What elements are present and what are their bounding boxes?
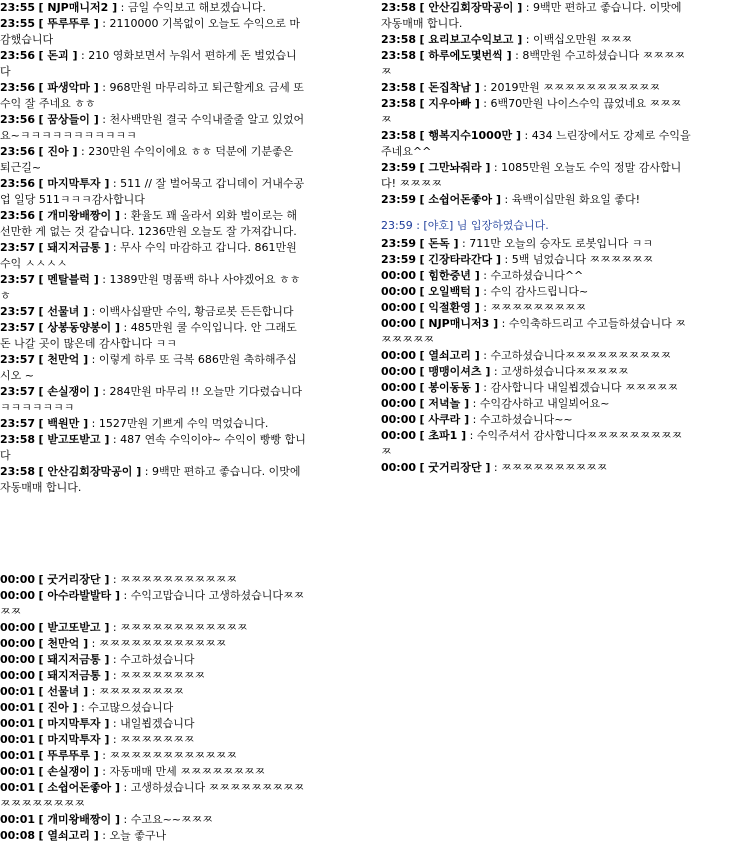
message-text: 8백만원 수고하셨습니다 ㅉㅉㅉㅉㅉ [381, 49, 686, 78]
message-text: 487 연속 수익이야~ 수익이 빵빵 합니다 [0, 433, 306, 462]
chat-message: 00:01 [ 소쉽어돈좋아 ] : 고생하셨습니다 ㅉㅉㅉㅉㅉㅉㅉㅉㅉㅉㅉㅉㅉㅉㅉㅉㅉ [0, 781, 305, 810]
message-text: 485만원 쿨 수익입니다. 안 그래도 돈 나갈 곳이 많은데 감사합니다 ㅋㅋ [0, 321, 297, 350]
chat-message: 23:57 [ 천만억 ] : 이렇게 하루 또 극복 686만원 축하해주십시오 ~ [0, 353, 297, 382]
message-time: 00:00 [381, 413, 417, 426]
message-time: 23:58 [381, 33, 417, 46]
message-text: 수고하셨습니다ㅉㅉㅉㅉㅉㅉㅉㅉㅉㅉ [490, 349, 672, 362]
message-time: 23:59 [381, 253, 417, 266]
message-text: ㅉㅉㅉㅉㅉㅉㅉㅉㅉ [490, 301, 587, 314]
message-text: 수익주셔서 감사합니다ㅉㅉㅉㅉㅉㅉㅉㅉㅉㅉ [381, 429, 683, 458]
message-sender: 개미왕배짱이 [47, 813, 112, 826]
chat-message: 00:01 [ 개미왕배짱이 ] : 수고요~~ㅉㅉㅉ [0, 813, 213, 826]
chat-message: 00:00 [ 열쇠고리 ] : 수고하셨습니다ㅉㅉㅉㅉㅉㅉㅉㅉㅉㅉ [381, 349, 672, 362]
message-text: 이렇게 하루 또 극복 686만원 축하해주십시오 ~ [0, 353, 297, 382]
message-text: ㅉㅉㅉㅉㅉㅉㅉㅉㅉㅉㅉㅉ [98, 637, 227, 650]
chat-message: 23:59 [ 긴장타라간다 ] : 5백 넘었습니다 ㅉㅉㅉㅉㅉㅉ [381, 253, 654, 266]
chat-message: 00:00 [ 돼지저금통 ] : 수고하셨습니다 [0, 653, 195, 666]
message-sender: 안산김회장막공이 [47, 465, 133, 478]
message-time: 23:56 [0, 113, 36, 126]
message-time: 00:00 [381, 365, 417, 378]
message-text: 수고많으셨습니다 [88, 701, 174, 714]
message-text: 9백만 편하고 좋습니다. 이맛에 자동매매 합니다. [0, 465, 301, 494]
message-text: 감사합니다 내일뵙겠습니다 ㅉㅉㅉㅉㅉ [490, 381, 679, 394]
message-sender: 선물녀 [47, 685, 80, 698]
message-sender: 굿거리장단 [47, 573, 101, 586]
chat-message: 00:00 [ 굿거리장단 ] : ㅉㅉㅉㅉㅉㅉㅉㅉㅉㅉㅉ [0, 573, 237, 586]
message-time: 00:00 [381, 269, 417, 282]
message-sender: 마지막투자 [47, 717, 101, 730]
message-sender: 멘탈블럭 [47, 273, 90, 286]
chat-message: 00:00 [ 힘한중년 ] : 수고하셨습니다^^ [381, 269, 584, 282]
chat-message: 00:00 [ 초파1 ] : 수익주셔서 감사합니다ㅉㅉㅉㅉㅉㅉㅉㅉㅉㅉ [381, 429, 683, 458]
chat-message: 00:01 [ 뚜루뚜루 ] : ㅉㅉㅉㅉㅉㅉㅉㅉㅉㅉㅉㅉ [0, 749, 237, 762]
message-text: 5백 넘었습니다 ㅉㅉㅉㅉㅉㅉ [511, 253, 654, 266]
chat-message: 23:57 [ 백원만 ] : 1527만원 기쁘게 수익 먹었습니다. [0, 417, 269, 430]
chat-message: 23:56 [ 진아 ] : 230만원 수익이에요 ㅎㅎ 덕분에 기분좋은 퇴근길~ [0, 145, 294, 174]
message-time: 23:57 [0, 273, 36, 286]
chat-message: 00:00 [ 사쿠라 ] : 수고하셨습니다~~ [381, 413, 573, 426]
message-time: 00:00 [0, 669, 36, 682]
message-text: 고생하셨습니다ㅉㅉㅉㅉㅉ [501, 365, 629, 378]
message-text: 284만원 마무리 !! 오늘만 기다렸습니다 ㅋㅋㅋㅋㅋㅋㅋ [0, 385, 303, 414]
chat-message: 00:00 [ NJP매니저3 ] : 수익축하드리고 수고들하셨습니다 ㅉㅉㅉㅉㅉㅉ [381, 317, 686, 346]
message-time: 23:59 [381, 161, 417, 174]
message-sender: 소쉽어돈좋아 [428, 193, 493, 206]
system-message: 23:59 : [야호] 님 입장하였습니다. [381, 219, 549, 232]
message-text: 수익고맙습니다 고생하셨습니다ㅉㅉㅉㅉ [0, 589, 305, 618]
message-text: 금일 수익보고 해보겠습니다. [127, 1, 266, 14]
message-text: 오늘 좋구나 [109, 829, 167, 842]
message-sender: 돈괴 [47, 49, 69, 62]
message-time: 00:00 [381, 461, 417, 474]
message-sender: 선물녀 [47, 305, 80, 318]
message-sender: 꿈상들이 [47, 113, 90, 126]
message-sender: 돼지저금통 [47, 669, 101, 682]
message-time: 00:01 [0, 733, 36, 746]
message-text: 2110000 기복없이 오늘도 수익으로 마감했습니다 [0, 17, 300, 46]
message-time: 23:59 [381, 219, 413, 232]
message-sender: 요리보고수익보고 [428, 33, 514, 46]
message-time: 00:00 [0, 653, 36, 666]
message-sender: 마지막투자 [47, 733, 101, 746]
message-sender: 돈집착남 [428, 81, 471, 94]
chat-message: 23:56 [ 꿈상들이 ] : 천사백만원 결국 수익내줄줄 알고 있었어요~ㅋㅋㅋㅋㅋㅋㅋㅋㅋㅋㅋ [0, 113, 305, 142]
message-sender: 뚜루뚜루 [47, 17, 90, 30]
message-sender: 지우아빠 [428, 97, 471, 110]
message-sender: NJP매니저3 [428, 317, 490, 330]
message-sender: NJP매니저2 [47, 1, 109, 14]
message-text: 1527만원 기쁘게 수익 먹었습니다. [98, 417, 269, 430]
chat-message: 23:57 [ 선물녀 ] : 이백사십팔만 수익, 황금로봇 든든합니다 [0, 305, 294, 318]
message-sender: 소쉽어돈좋아 [47, 781, 112, 794]
message-text: ㅉㅉㅉㅉㅉㅉㅉㅉㅉㅉㅉ [120, 573, 237, 586]
chat-message: 23:58 [ 요리보고수익보고 ] : 이백십오만원 ㅉㅉㅉ [381, 33, 633, 46]
message-sender: 봉이동동 [428, 381, 471, 394]
message-sender: 안산김회장막공이 [428, 1, 514, 14]
message-sender: 굿거리장단 [428, 461, 482, 474]
chat-message: 00:00 [ 맹맹이셔츠 ] : 고생하셨습니다ㅉㅉㅉㅉㅉ [381, 365, 629, 378]
message-time: 23:58 [381, 49, 417, 62]
message-sender: 긴장타라간다 [428, 253, 493, 266]
chat-message: 00:01 [ 진아 ] : 수고많으셨습니다 [0, 701, 174, 714]
message-text: 수익축하드리고 수고들하셨습니다 ㅉㅉㅉㅉㅉㅉ [381, 317, 686, 346]
chat-message: 00:00 [ 아수라발발타 ] : 수익고맙습니다 고생하셨습니다ㅉㅉㅉㅉ [0, 589, 305, 618]
message-time: 00:00 [381, 349, 417, 362]
message-text: 1085만원 오늘도 수익 정말 감사합니다! ㅉㅉㅉㅉ [381, 161, 682, 190]
chat-message: 00:00 [ 봉이동동 ] : 감사합니다 내일뵙겠습니다 ㅉㅉㅉㅉㅉ [381, 381, 679, 394]
message-time: 00:00 [381, 285, 417, 298]
message-time: 00:00 [381, 301, 417, 314]
message-sender: 받고또받고 [47, 433, 101, 446]
message-time: 23:56 [0, 177, 36, 190]
message-time: 00:00 [0, 621, 36, 634]
message-time: 23:59 [381, 237, 417, 250]
message-time: 00:01 [0, 813, 36, 826]
message-time: 23:58 [0, 433, 36, 446]
message-time: 23:55 [0, 1, 36, 14]
chat-log-panel-2 [381, 0, 691, 520]
message-sender: 오일백턱 [428, 285, 471, 298]
message-text: ㅉㅉㅉㅉㅉㅉㅉㅉㅉㅉㅉㅉ [109, 749, 237, 762]
message-text: 수고하셨습니다~~ [479, 413, 573, 426]
message-time: 23:57 [0, 417, 36, 430]
message-text: ㅉㅉㅉㅉㅉㅉㅉㅉ [98, 685, 184, 698]
chat-message: 23:58 [ 지우아빠 ] : 6백70만원 나이스수익 끊었네요 ㅉㅉㅉㅉ [381, 97, 682, 126]
message-sender: 손실쟁이 [47, 385, 90, 398]
message-sender: 열쇠고리 [428, 349, 471, 362]
chat-log-panel-3 [0, 572, 312, 856]
chat-message: 23:58 [ 행복지수1000만 ] : 434 느린장에서도 강제로 수익을 주네요^^ [381, 129, 691, 158]
message-sender: 돼지저금통 [47, 653, 101, 666]
chat-message: 00:00 [ 돼지저금통 ] : ㅉㅉㅉㅉㅉㅉㅉㅉ [0, 669, 206, 682]
message-text: 2019만원 ㅉㅉㅉㅉㅉㅉㅉㅉㅉㅉㅉ [490, 81, 661, 94]
message-time: 23:58 [0, 465, 36, 478]
message-sender: 천만억 [47, 637, 80, 650]
message-sender: 받고또받고 [47, 621, 101, 634]
message-time: 00:00 [381, 381, 417, 394]
message-time: 00:00 [0, 637, 36, 650]
message-time: 23:56 [0, 145, 36, 158]
chat-message: 23:55 [ 뚜루뚜루 ] : 2110000 기복없이 오늘도 수익으로 마감했습니다 [0, 17, 300, 46]
message-text: 511 // 잘 벌어묵고 갑니데이 거내수공업 일당 511ㅋㅋㅋ감사합니다 [0, 177, 305, 206]
message-sender: 개미왕배짱이 [47, 209, 112, 222]
message-sender: 열쇠고리 [47, 829, 90, 842]
message-time: 00:00 [381, 317, 417, 330]
chat-message: 23:56 [ 마지막투자 ] : 511 // 잘 벌어묵고 갑니데이 거내수공업 일당 511ㅋㅋㅋ감사합니다 [0, 177, 305, 206]
chat-message: 00:00 [ 천만억 ] : ㅉㅉㅉㅉㅉㅉㅉㅉㅉㅉㅉㅉ [0, 637, 227, 650]
message-time: 23:55 [0, 17, 36, 30]
chat-message: 23:58 [ 받고또받고 ] : 487 연속 수익이야~ 수익이 빵빵 합니다 [0, 433, 306, 462]
message-sender: 맹맹이셔츠 [428, 365, 482, 378]
message-text: 711만 오늘의 승자도 로봇입니다 ㅋㅋ [469, 237, 653, 250]
message-sender: 저녁놀 [428, 397, 461, 410]
message-time: 23:57 [0, 241, 36, 254]
message-time: 00:01 [0, 765, 36, 778]
chat-message: 23:57 [ 상봉동양봉이 ] : 485만원 쿨 수익입니다. 안 그래도 돈 나갈 곳이 많은데 감사합니다 ㅋㅋ [0, 321, 297, 350]
message-text: 수익감사하고 내일뵈어요~ [479, 397, 610, 410]
message-sender: 손실쟁이 [47, 765, 90, 778]
message-text: 1389만원 명품백 하나 사야겠어요 ㅎㅎㅎ [0, 273, 301, 302]
message-sender: 힘한중년 [428, 269, 471, 282]
chat-message: 00:00 [ 저녁놀 ] : 수익감사하고 내일뵈어요~ [381, 397, 610, 410]
message-time: 23:56 [0, 81, 36, 94]
chat-message: 23:58 [ 하루에도몇번씩 ] : 8백만원 수고하셨습니다 ㅉㅉㅉㅉㅉ [381, 49, 686, 78]
message-sender: 진아 [47, 701, 69, 714]
message-sender: 그만놔줘라 [428, 161, 482, 174]
message-text: 육백이십만원 화요일 좋다! [511, 193, 640, 206]
message-sender: 행복지수1000만 [428, 129, 513, 142]
chat-message: 23:58 [ 안산김회장막공이 ] : 9백만 편하고 좋습니다. 이맛에 자동매매 합니다. [0, 465, 301, 494]
message-time: 00:01 [0, 701, 36, 714]
message-time: 00:00 [0, 573, 36, 586]
chat-message: 00:08 [ 열쇠고리 ] : 오늘 좋구나 [0, 829, 167, 842]
message-time: 23:58 [381, 81, 417, 94]
message-time: 00:08 [0, 829, 36, 842]
message-time: 23:57 [0, 305, 36, 318]
message-time: 00:01 [0, 717, 36, 730]
message-sender: 상봉동양봉이 [47, 321, 112, 334]
message-time: 23:58 [381, 129, 417, 142]
message-text: 내일뵙겠습니다 [120, 717, 195, 730]
message-sender: [야호] [423, 219, 454, 232]
message-sender: 뚜루뚜루 [47, 749, 90, 762]
message-sender: 돈독 [428, 237, 450, 250]
message-text: 수고하셨습니다^^ [490, 269, 584, 282]
message-time: 00:00 [381, 397, 417, 410]
chat-message: 00:00 [ 받고또받고 ] : ㅉㅉㅉㅉㅉㅉㅉㅉㅉㅉㅉㅉ [0, 621, 248, 634]
message-text: 9백만 편하고 좋습니다. 이맛에 자동매매 합니다. [381, 1, 682, 30]
chat-message: 00:01 [ 마지막투자 ] : 내일뵙겠습니다 [0, 717, 195, 730]
message-text: ㅉㅉㅉㅉㅉㅉㅉㅉ [120, 669, 206, 682]
message-time: 23:56 [0, 49, 36, 62]
chat-message: 00:01 [ 손실쟁이 ] : 자동매매 만세 ㅉㅉㅉㅉㅉㅉㅉㅉ [0, 765, 266, 778]
message-text: 자동매매 만세 ㅉㅉㅉㅉㅉㅉㅉㅉ [109, 765, 266, 778]
message-sender: 마지막투자 [47, 177, 101, 190]
message-sender: 천만억 [47, 353, 80, 366]
chat-message: 00:00 [ 익절환영 ] : ㅉㅉㅉㅉㅉㅉㅉㅉㅉ [381, 301, 587, 314]
message-sender: 파생악마 [47, 81, 90, 94]
message-time: 23:57 [0, 353, 36, 366]
message-time: 00:01 [0, 685, 36, 698]
chat-message: 23:56 [ 파생악마 ] : 968만원 마무리하고 퇴근할게요 금세 또 수익 잘 주네요 ㅎㅎ [0, 81, 304, 110]
message-time: 23:57 [0, 385, 36, 398]
message-text: 천사백만원 결국 수익내줄줄 알고 있었어요~ㅋㅋㅋㅋㅋㅋㅋㅋㅋㅋㅋ [0, 113, 305, 142]
chat-message: 23:57 [ 멘탈블럭 ] : 1389만원 명품백 하나 사야겠어요 ㅎㅎㅎ [0, 273, 301, 302]
message-text: 무사 수익 마감하고 갑니다. 861만원 수익 ㅅㅅㅅㅅ [0, 241, 297, 270]
message-time: 00:00 [0, 589, 36, 602]
message-time: 23:58 [381, 1, 417, 14]
chat-message: 23:59 [ 돈독 ] : 711만 오늘의 승자도 로봇입니다 ㅋㅋ [381, 237, 653, 250]
chat-message: 00:00 [ 오일백턱 ] : 수익 감사드립니다~ [381, 285, 589, 298]
message-time: 00:01 [0, 749, 36, 762]
message-text: 이백십오만원 ㅉㅉㅉ [532, 33, 633, 46]
message-text: 이백사십팔만 수익, 황금로봇 든든합니다 [98, 305, 294, 318]
message-sender: 익절환영 [428, 301, 471, 314]
chat-log-panel-1 [0, 0, 306, 520]
chat-message: 23:59 [ 소쉽어돈좋아 ] : 육백이십만원 화요일 좋다! [381, 193, 640, 206]
message-text: 수고하셨습니다 [120, 653, 195, 666]
message-time: 00:01 [0, 781, 36, 794]
chat-message: 23:56 [ 돈괴 ] : 210 영화보면서 누워서 편하게 돈 벌었습니다 [0, 49, 297, 78]
message-text: 210 영화보면서 누워서 편하게 돈 벌었습니다 [0, 49, 297, 78]
chat-message: 23:55 [ NJP매니저2 ] : 금일 수익보고 해보겠습니다. [0, 1, 266, 14]
message-sender: 초파1 [428, 429, 458, 442]
message-text: 수익 감사드립니다~ [490, 285, 589, 298]
chat-message: 00:01 [ 선물녀 ] : ㅉㅉㅉㅉㅉㅉㅉㅉ [0, 685, 184, 698]
chat-message: 23:57 [ 손실쟁이 ] : 284만원 마무리 !! 오늘만 기다렸습니다 ㅋㅋㅋㅋㅋㅋㅋ [0, 385, 303, 414]
message-time: 23:56 [0, 209, 36, 222]
message-sender: 사쿠라 [428, 413, 461, 426]
message-text: 환율도 꽤 올라서 외화 벌이로는 해선만한 게 없는 것 같습니다. 1236만원 오늘도 잘 가져갑니다. [0, 209, 297, 238]
message-sender: 진아 [47, 145, 69, 158]
message-sender: 아수라발발타 [47, 589, 112, 602]
chat-message: 00:01 [ 마지막투자 ] : ㅉㅉㅉㅉㅉㅉㅉ [0, 733, 195, 746]
message-text: ㅉㅉㅉㅉㅉㅉㅉㅉㅉㅉㅉㅉ [120, 621, 248, 634]
chat-message: 23:59 [ 그만놔줘라 ] : 1085만원 오늘도 수익 정말 감사합니다! ㅉㅉㅉㅉ [381, 161, 682, 190]
message-text: 968만원 마무리하고 퇴근할게요 금세 또 수익 잘 주네요 ㅎㅎ [0, 81, 304, 110]
message-text: 6백70만원 나이스수익 끊었네요 ㅉㅉㅉㅉ [381, 97, 682, 126]
message-text: 고생하셨습니다 ㅉㅉㅉㅉㅉㅉㅉㅉㅉㅉㅉㅉㅉㅉㅉㅉㅉ [0, 781, 305, 810]
chat-message: 23:58 [ 돈집착남 ] : 2019만원 ㅉㅉㅉㅉㅉㅉㅉㅉㅉㅉㅉ [381, 81, 661, 94]
message-time: 23:59 [381, 193, 417, 206]
message-text: 230만원 수익이에요 ㅎㅎ 덕분에 기분좋은 퇴근길~ [0, 145, 294, 174]
chat-message: 23:57 [ 돼지저금통 ] : 무사 수익 마감하고 갑니다. 861만원 수익 ㅅㅅㅅㅅ [0, 241, 297, 270]
message-time: 23:57 [0, 321, 36, 334]
message-text: 수고요~~ㅉㅉㅉ [130, 813, 213, 826]
message-text: 님 입장하였습니다. [456, 219, 549, 232]
message-time: 23:58 [381, 97, 417, 110]
message-text: ㅉㅉㅉㅉㅉㅉㅉ [120, 733, 195, 746]
message-sender: 백원만 [47, 417, 80, 430]
chat-message: 00:00 [ 굿거리장단 ] : ㅉㅉㅉㅉㅉㅉㅉㅉㅉㅉ [381, 461, 608, 474]
chat-message: 23:56 [ 개미왕배짱이 ] : 환율도 꽤 올라서 외화 벌이로는 해선만한 게 없는 것 같습니다. 1236만원 오늘도 잘 가져갑니다. [0, 209, 297, 238]
message-text: 434 느린장에서도 강제로 수익을 주네요^^ [381, 129, 691, 158]
chat-message: 23:58 [ 안산김회장막공이 ] : 9백만 편하고 좋습니다. 이맛에 자동매매 합니다. [381, 1, 682, 30]
message-time: 00:00 [381, 429, 417, 442]
message-sender: 돼지저금통 [47, 241, 101, 254]
message-sender: 하루에도몇번씩 [428, 49, 503, 62]
message-text: ㅉㅉㅉㅉㅉㅉㅉㅉㅉㅉ [501, 461, 608, 474]
